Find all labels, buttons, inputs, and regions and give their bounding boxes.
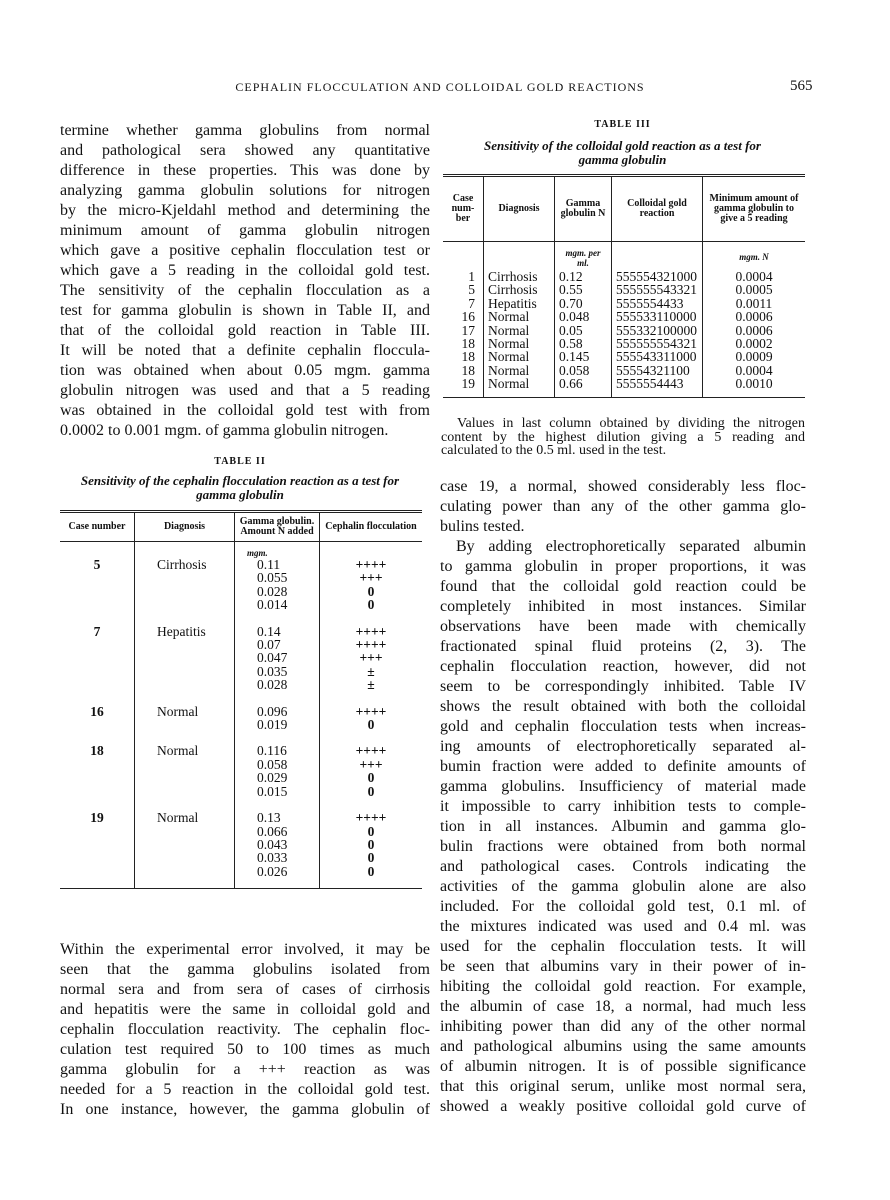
t2-result: +++ [359,756,383,772]
t3-header-gamma: Gamma globulin N [555,176,612,242]
t2-results [320,744,423,811]
text-line: 0.0002 to 0.001 mgm. of gamma globulin nitrogen. [60,422,389,439]
t2-amounts [235,558,320,625]
t3-gold: 555332100000 [612,324,703,337]
table-row [443,297,805,310]
t3-case: 17 [461,322,475,338]
text-line: difference in these properties. This was done by [60,162,430,179]
t2-diagnosis: Normal [135,705,235,745]
text-line: test for gamma globulin is shown in Table II, and [60,302,430,319]
t3-gamma: 0.66 [555,377,612,397]
table3-footnote [441,417,805,458]
t2-result: +++ [359,570,383,586]
text-line: cephalin flocculation reaction, however, did not [440,658,806,675]
t3-diagnosis: Cirrhosis [484,270,555,283]
text-line: observations have been made with chemically [440,618,806,635]
t3-gold: 555555554321 [612,337,703,350]
t2-case: 19 [90,810,104,826]
t2-case: 7 [93,623,101,639]
t3-diagnosis: Normal [484,364,555,377]
t3-gold: 55554321100 [612,364,703,377]
t3-gamma: 0.05 [555,324,612,337]
t3-diagnosis: Normal [484,310,555,323]
text-line: and pathological sera showed any quantitative [60,142,430,159]
text-line: culation test required 50 to 100 times as much [60,1041,430,1058]
text-line: bulins tested. [440,518,525,535]
text-line: normal sera and from sera of cases of cirrhosis [60,981,430,998]
t3-header-gold: Colloidal gold reaction [612,176,703,242]
text-line: gamma globulins. Insufficiency of material made [440,778,806,795]
t2-result: +++ [359,650,383,666]
text-line: be seen that albumins vary in their power of in- [440,958,806,975]
t3-unit-minimum: mgm. N [703,242,806,271]
t2-amount: 0.096 [257,703,288,719]
t3-minimum: 0.0009 [703,350,806,363]
t3-minimum: 0.0002 [703,337,806,350]
t3-minimum: 0.0006 [703,324,806,337]
t3-cell [612,242,703,271]
t2-amounts [235,705,320,745]
footnote-line: content by the highest dilution giving a 5 reading and [441,429,805,445]
t3-cell [443,242,484,271]
t3-gamma: 0.145 [555,350,612,363]
table3 [443,174,805,398]
text-line: used for the cephalin flocculation tests. It will [440,938,806,955]
t2-result: ++++ [355,557,387,572]
text-line: culating power than any of the other gamma glo- [440,498,806,515]
t2-amount: 0.035 [257,663,288,679]
t2-result: 0 [367,717,375,733]
text-line: of albumin nitrogen. It is of possible significance [440,1058,806,1075]
text-line: needed for a 5 reaction in the colloidal gold test. [60,1081,430,1098]
t2-result: ± [367,663,375,679]
t3-minimum: 0.0011 [703,297,806,310]
t2-case: 5 [93,557,101,572]
t3-gold: 5555554433 [612,297,703,310]
left-column-bottom-text [60,940,430,1120]
t2-amount: 0.019 [257,717,288,733]
t2-amount: 0.055 [257,570,288,586]
text-line: seen that the gamma globulins isolated from [60,961,430,978]
text-line: tion in all instances. Albumin and gamma glo- [440,818,806,835]
text-line: minimum amount of gamma globulin nitrogen [60,222,430,239]
table-row [443,310,805,323]
table3-caption-line: Sensitivity of the colloidal gold reaction as a test for [484,138,761,153]
text-line: which gave a 5 reading in the colloidal gold test. [60,262,430,279]
t3-header-case: Case num- ber [443,176,484,242]
text-line: which gave a positive cephalin flocculation test or [60,242,430,259]
t3-header-diagnosis: Diagnosis [484,176,555,242]
text-line: completely inhibited in most instances. Similar [440,598,806,615]
table2-caption [55,474,425,502]
t3-minimum: 0.0010 [703,377,806,397]
t2-amount: 0.07 [257,637,281,653]
text-line: seem to be correspondingly inhibited. Table IV [440,678,806,695]
table2 [60,510,422,889]
t2-result: ++++ [355,703,387,719]
t3-diagnosis: Normal [484,350,555,363]
t3-gamma: 0.058 [555,364,612,377]
t2-case: 18 [90,743,104,759]
t3-minimum: 0.0004 [703,364,806,377]
running-title: CEPHALIN FLOCCULATION AND COLLOIDAL GOLD REACTIONS [235,80,645,94]
t2-result: 0 [367,770,375,786]
t3-case: 1 [468,269,475,284]
t2-diagnosis: Cirrhosis [135,558,235,625]
t3-header-minimum: Minimum amount of gamma globulin to give a 5 reading [703,176,806,242]
t2-amount: 0.028 [257,583,288,599]
text-line: case 19, a normal, showed considerably less floc- [440,478,806,495]
t2-amount: 0.028 [257,677,288,693]
table3-caption [440,139,805,167]
t2-results [320,705,423,745]
t3-diagnosis: Cirrhosis [484,283,555,296]
t3-case: 18 [461,349,475,365]
text-line: ing amounts of electrophoretically separated al- [440,738,806,755]
t2-amount: 0.033 [257,850,288,866]
t2-result: ++++ [355,743,387,759]
text-line: the albumin of case 18, a normal, had much less [440,998,806,1015]
t2-diagnosis: Normal [135,811,235,889]
text-line: inhibiting power than did any of the other normal [440,1018,806,1035]
t2-case: 16 [90,703,104,719]
t2-amount: 0.058 [257,756,288,772]
text-line: to gamma globulin in proper proportions, it was [440,558,806,575]
t2-amount: 0.066 [257,823,288,839]
text-line: bumin fraction were added to definite amounts of [440,758,806,775]
text-line: globulin nitrogen was used and that a 5 reading [60,382,430,399]
text-line: Within the experimental error involved, it may be [60,941,430,958]
t2-results [320,625,423,705]
t3-gold: 555554321000 [612,270,703,283]
right-column-text [440,477,806,1117]
t3-case: 5 [468,282,475,298]
text-line: hibiting the colloidal gold reaction. For example, [440,978,806,995]
table-row [60,558,422,625]
text-line: The sensitivity of the cephalin flocculation as a [60,282,430,299]
t3-minimum: 0.0006 [703,310,806,323]
table-row [443,337,805,350]
t2-unit-row [60,542,422,559]
text-line: it impossible to carry inhibition tests to comple- [440,798,806,815]
footnote-line: calculated to the 0.5 ml. used in the test. [441,443,667,458]
text-line: cephalin flocculation reactivity. The cephalin floc- [60,1021,430,1038]
t2-amount: 0.015 [257,783,288,799]
text-line: and hepatitis were the same in colloidal gold and [60,1001,430,1018]
t2-cell [60,542,135,559]
t2-unit: mgm. [235,542,320,559]
t3-gamma: 0.70 [555,297,612,310]
text-line: was obtained in the colloidal gold test with from [60,402,430,419]
t2-result: 0 [367,836,375,852]
t3-gold: 555543311000 [612,350,703,363]
text-line: the mixtures indicated was used and 0.4 ml. was [440,918,806,935]
t3-gamma: 0.12 [555,270,612,283]
t3-gamma: 0.55 [555,283,612,296]
t2-amount: 0.029 [257,770,288,786]
table-row [60,744,422,811]
t2-result: ++++ [355,810,387,826]
table-row [60,811,422,889]
text-line: analyzing gamma globulin solutions for nitrogen [60,182,430,199]
t3-minimum: 0.0005 [703,283,806,296]
t3-unit-row [443,242,805,271]
text-line: fractionated spinal fluid proteins (2, 3). The [440,638,806,655]
text-line: found that the colloidal gold reaction could be [440,578,806,595]
t2-amounts [235,811,320,889]
text-line: shows the result obtained with both the colloidal [440,698,806,715]
t2-result: 0 [367,850,375,866]
table-row [443,270,805,283]
t3-cell [484,242,555,271]
t2-amounts [235,625,320,705]
text-line: included. For the colloidal gold test, 0.1 ml. of [440,898,806,915]
table-row [443,283,805,296]
text-line: In one instance, however, the gamma globulin of [60,1101,430,1118]
t3-case: 7 [468,295,475,311]
t2-header-flocculation: Cephalin flocculation [320,512,423,542]
page-number: 565 [790,78,813,94]
left-column-top-text [60,121,430,441]
t3-unit-gamma: mgm. per ml. [555,242,612,271]
table2-label: TABLE II [214,456,266,467]
t2-results [320,558,423,625]
t2-result: ++++ [355,623,387,639]
text-line: that of the colloidal gold reaction in Table III. [60,322,430,339]
t3-case: 19 [461,376,475,392]
t3-diagnosis: Hepatitis [484,297,555,310]
table3-caption-line: gamma globulin [578,152,667,167]
text-line: termine whether gamma globulins from normal [60,122,430,139]
text-line: that this original serum, unlike most normal sera, [440,1078,806,1095]
t2-amount: 0.11 [257,557,281,572]
table-row [443,377,805,397]
t2-amount: 0.043 [257,836,288,852]
t3-diagnosis: Normal [484,324,555,337]
text-line: showed a weakly positive colloidal gold curve of [440,1098,806,1115]
t2-result: 0 [367,823,375,839]
t2-amount: 0.13 [257,810,281,826]
t3-gamma: 0.048 [555,310,612,323]
text-line: bulin fractions were obtained from both normal [440,838,806,855]
t2-result: ± [367,677,375,693]
t3-diagnosis: Normal [484,337,555,350]
text-line: By adding electrophoretically separated albumin [456,538,806,555]
t2-amount: 0.14 [257,623,281,639]
t2-amount: 0.014 [257,597,288,613]
t2-result: 0 [367,583,375,599]
t2-result: 0 [367,863,375,879]
table-row [60,625,422,705]
t2-amount: 0.026 [257,863,288,879]
t3-gold: 555555543321 [612,283,703,296]
footnote-line: Values in last column obtained by dividing the nitrogen [457,416,805,431]
table-row [443,350,805,363]
t2-amount: 0.116 [257,743,287,759]
t2-result: 0 [367,597,375,613]
text-line: and pathological albumins using the same amounts [440,1038,806,1055]
t3-case: 16 [461,309,475,325]
t2-cell [135,542,235,559]
table-row [60,705,422,745]
t3-case: 18 [461,362,475,378]
t2-cell [320,542,423,559]
t3-case: 18 [461,336,475,352]
t2-diagnosis: Normal [135,744,235,811]
t2-amount: 0.047 [257,650,288,666]
t2-diagnosis: Hepatitis [135,625,235,705]
t2-header-case: Case number [60,512,135,542]
text-line: tion was obtained when about 0.05 mgm. gamma [60,362,430,379]
t2-results [320,811,423,889]
t2-header-amount: Gamma globulin. Amount N added [235,512,320,542]
t3-gold: 555533110000 [612,310,703,323]
table-row [443,364,805,377]
table2-caption-line: gamma globulin [196,487,284,502]
text-line: and pathological cases. Controls indicating the [440,858,806,875]
table3-label: TABLE III [594,119,651,130]
t3-gamma: 0.58 [555,337,612,350]
t2-result: 0 [367,783,375,799]
text-line: gold and cephalin flocculation tests when increas- [440,718,806,735]
table-row [443,324,805,337]
table2-caption-line: Sensitivity of the cephalin flocculation reaction as a test for [80,473,400,488]
text-line: by the micro-Kjeldahl method and determining the [60,202,430,219]
t3-minimum: 0.0004 [703,270,806,283]
t3-gold: 5555554443 [612,377,703,397]
text-line: gamma globulin for a +++ reaction as was [60,1061,430,1078]
t2-amounts [235,744,320,811]
text-line: It will be noted that a definite cephalin floccula- [60,342,430,359]
t3-diagnosis: Normal [484,377,555,397]
t2-result: ++++ [355,637,387,653]
t2-header-diagnosis: Diagnosis [135,512,235,542]
text-line: activities of the gamma globulin alone are also [440,878,806,895]
